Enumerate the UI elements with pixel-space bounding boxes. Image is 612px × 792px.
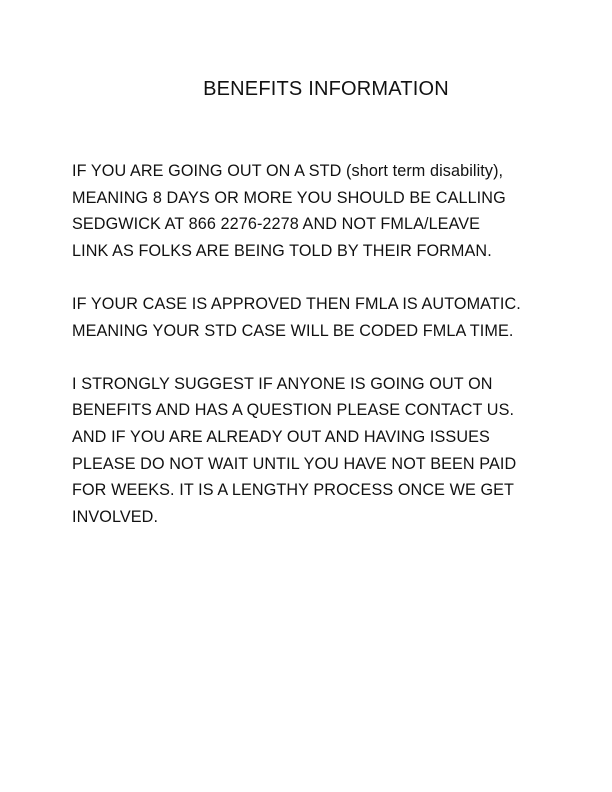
text-line: BENEFITS AND HAS A QUESTION PLEASE CONTACT US. bbox=[72, 401, 515, 420]
text-line: IF YOU ARE GOING OUT ON A STD (short term disability), bbox=[72, 162, 504, 180]
text-line: SEDGWICK AT 866 2276-2278 AND NOT FMLA/LEAVE bbox=[72, 215, 481, 234]
text-line: MEANING 8 DAYS OR MORE YOU SHOULD BE CALLING bbox=[72, 188, 506, 207]
document-body bbox=[72, 158, 592, 557]
paragraph-contact-us bbox=[72, 371, 592, 531]
text-line: FOR WEEKS. IT IS A LENGTHY PROCESS ONCE WE GET bbox=[72, 481, 515, 500]
paragraph-std-calling bbox=[72, 158, 592, 264]
text-line: AND IF YOU ARE ALREADY OUT AND HAVING ISSUES bbox=[72, 427, 490, 446]
text-line: PLEASE DO NOT WAIT UNTIL YOU HAVE NOT BEEN PAID bbox=[72, 454, 517, 473]
text-line: I STRONGLY SUGGEST IF ANYONE IS GOING OUT ON bbox=[72, 374, 493, 393]
text-line: IF YOUR CASE IS APPROVED THEN FMLA IS AUTOMATIC. bbox=[72, 294, 521, 313]
text-line: MEANING YOUR STD CASE WILL BE CODED FMLA TIME. bbox=[72, 321, 514, 340]
document-title: BENEFITS INFORMATION bbox=[203, 78, 449, 100]
paragraph-fmla-automatic bbox=[72, 291, 592, 344]
text-line: LINK AS FOLKS ARE BEING TOLD BY THEIR FORMAN. bbox=[72, 241, 492, 260]
text-line: INVOLVED. bbox=[72, 507, 159, 526]
